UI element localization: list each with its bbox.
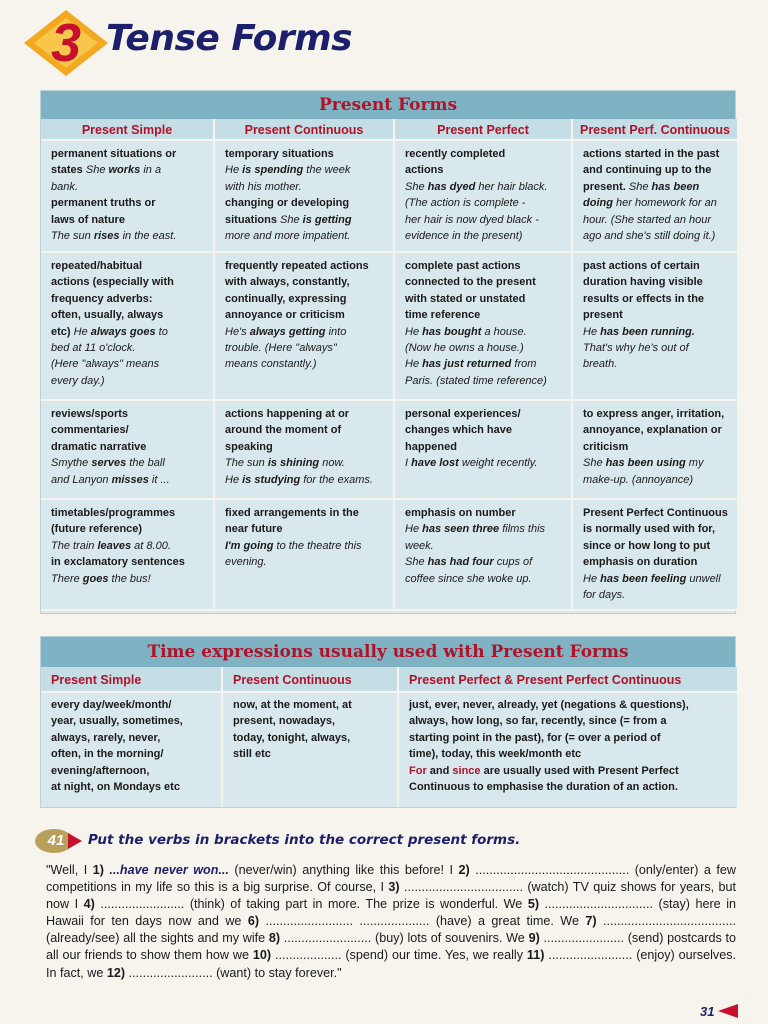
table-row — [41, 253, 735, 401]
time-expressions-title: Time expressions usually used with Present Forms — [41, 637, 735, 667]
cell-text: with his mother. — [225, 180, 302, 193]
exercise-number: 41 — [47, 832, 65, 849]
cell-text: is spending — [242, 164, 304, 177]
cell-text: evening/afternoon, — [51, 764, 150, 777]
cell-text: trouble. (Here "always" — [225, 342, 337, 355]
cell-text: her hair is now dyed black - — [405, 213, 539, 226]
cell-text: frequency adverbs: — [51, 292, 153, 305]
cell-text: the ball — [126, 457, 165, 470]
cell-text: actions — [405, 164, 444, 177]
cell-text: The sun — [225, 457, 268, 470]
gap-number: 9) — [528, 931, 540, 946]
cell-text: always, how long, so far, recently, since (= from a — [409, 715, 667, 728]
exercise-text — [46, 862, 736, 982]
gap-number: 7) — [585, 914, 597, 929]
cell-text: I — [405, 457, 412, 470]
column-header-present-perf-continuous: Present Perf. Continuous — [571, 119, 737, 141]
cell-text: actions (especially with — [51, 276, 174, 289]
cell-text: (Now he owns a house.) — [405, 342, 524, 355]
cell-text: today, tonight, always, — [233, 731, 351, 744]
cell-text: a house. — [481, 325, 527, 338]
cell-text: situations — [225, 213, 281, 226]
table-cell — [393, 401, 571, 500]
page-header — [18, 4, 758, 82]
cell-text: goes — [82, 572, 109, 585]
exercise-text-segment: ....................... (send) postcards to all our friends to show them how we — [46, 931, 736, 963]
cell-text: She — [628, 180, 652, 193]
cell-text: Continuous to emphasise the duration of an action. — [409, 781, 678, 794]
cell-text: serves — [91, 457, 127, 470]
table-row — [41, 141, 735, 253]
table-cell — [41, 253, 213, 401]
column-header-present-simple: Present Simple — [41, 667, 221, 693]
cell-text: results or effects in the — [583, 292, 705, 305]
cell-text: repeated/habitual — [51, 260, 143, 272]
column-header-present-continuous: Present Continuous — [213, 119, 393, 141]
column-header-present-simple: Present Simple — [41, 119, 213, 141]
table-row — [41, 401, 735, 500]
cell-text: the bus! — [108, 572, 151, 585]
cell-text: for days. — [583, 589, 626, 602]
cell-text: is shining — [267, 457, 320, 470]
cell-text: always getting — [249, 325, 326, 338]
table-cell — [41, 141, 213, 253]
time-expressions-header-row — [41, 667, 735, 693]
cell-text: emphasis on duration — [583, 556, 698, 569]
cell-text: timetables/programmes — [51, 507, 176, 519]
cell-text: states — [51, 164, 86, 177]
table-cell — [213, 401, 393, 500]
cell-text: bed at 11 o'clock. — [51, 342, 136, 355]
cell-text: He — [225, 473, 243, 486]
cell-text: permanent truths or — [51, 197, 156, 210]
cell-text: now. — [319, 457, 345, 470]
column-header-present-continuous: Present Continuous — [221, 667, 397, 693]
table-cell — [41, 500, 213, 611]
cell-text: changes which have — [405, 424, 512, 437]
cell-text: has been running. — [600, 325, 695, 338]
unit-number: 3 — [50, 13, 82, 73]
cell-text: at 8.00. — [131, 539, 171, 552]
gap-number: 8) — [268, 931, 281, 946]
exercise-text-segment: ........................ (think) of taking part in more. The prize is wonderful. We — [94, 897, 528, 912]
cell-text: her hair black. — [475, 180, 548, 193]
cell-text: often, usually, always — [51, 309, 164, 322]
cell-text: commentaries/ — [51, 424, 129, 437]
cell-text: I'm going — [225, 539, 274, 552]
cell-text: She — [85, 164, 109, 177]
page-title: Tense Forms — [106, 18, 353, 59]
exercise-text-segment: ........................ (enjoy) ourselves. In fact, we — [46, 948, 736, 980]
cell-text: past actions of certain — [583, 260, 700, 272]
cell-text: misses — [111, 473, 149, 486]
cell-text: hour. (She started an hour — [583, 213, 712, 226]
cell-text: more and more impatient. — [225, 230, 351, 243]
cell-text: present, nowadays, — [233, 715, 336, 728]
cell-text: around the moment of — [225, 424, 342, 437]
cell-text: has been using — [605, 457, 686, 470]
example-answer: ...have never won... — [103, 863, 229, 877]
table-cell — [213, 141, 393, 253]
table-cell — [41, 693, 221, 807]
table-cell — [571, 253, 737, 401]
gap-number: 3) — [388, 880, 400, 895]
cell-text: still etc — [233, 748, 271, 761]
cell-text: (future reference) — [51, 523, 143, 536]
cell-text: He — [583, 572, 601, 585]
cell-text: temporary situations — [225, 148, 334, 160]
time-expressions-row — [41, 693, 735, 807]
unit-badge — [22, 8, 110, 78]
cell-text: He — [405, 325, 423, 338]
cell-text: etc) — [51, 325, 74, 338]
exercise-text-segment: ...................................... (already/see) all the sights and my wife — [46, 914, 736, 946]
cell-text: emphasis on number — [405, 507, 516, 519]
cell-text: her homework for an — [612, 197, 717, 210]
cell-text: time reference — [405, 309, 481, 322]
cell-text: just, ever, never, already, yet (negations & questions), — [409, 699, 689, 711]
table-row — [41, 500, 735, 611]
cell-text: (The action is complete - — [405, 197, 526, 210]
cell-text: personal experiences/ — [405, 408, 521, 420]
cell-text: since or how long to put — [583, 539, 711, 552]
cell-text: and Lanyon — [51, 473, 112, 486]
cell-text: evidence in the present) — [405, 230, 523, 243]
cell-text: to — [155, 325, 168, 338]
table-cell — [571, 141, 737, 253]
cell-text: rises — [93, 230, 120, 243]
cell-text: Smythe — [51, 457, 92, 470]
cell-text: in exclamatory sentences — [51, 556, 185, 569]
exercise-text-segment: ........................ (want) to stay forever." — [125, 965, 342, 980]
table-cell — [397, 693, 737, 807]
present-forms-table — [40, 90, 736, 614]
cell-text: has been — [651, 180, 700, 193]
gap-number: 4) — [83, 897, 95, 912]
cell-text: changing or developing — [225, 197, 350, 210]
cell-text: often, in the morning/ — [51, 748, 164, 761]
cell-text: doing — [583, 197, 613, 210]
cell-text: starting point in the past), for (= over a period of — [409, 731, 661, 744]
cell-text: criticism — [583, 440, 629, 453]
cell-text: He — [405, 358, 423, 371]
cell-text: the week — [303, 164, 351, 177]
cell-text: connected to the present — [405, 276, 536, 289]
table-cell — [393, 141, 571, 253]
cell-text: complete past actions — [405, 260, 521, 272]
cell-text: year, usually, sometimes, — [51, 715, 183, 728]
cell-text: films this — [499, 523, 546, 536]
cell-text: my — [685, 457, 704, 470]
cell-text: is studying — [242, 473, 301, 486]
table-cell — [213, 253, 393, 401]
cell-text: means constantly.) — [225, 358, 317, 371]
column-header-present-perfect: Present Perfect & Present Perfect Continuous — [397, 667, 737, 693]
cell-text: duration having visible — [583, 276, 703, 289]
cell-text: speaking — [225, 440, 273, 453]
gap-number: 1) — [92, 863, 104, 877]
cell-text: has dyed — [427, 180, 476, 193]
exercise-text-segment: ................... (spend) our time. Yes, we really — [271, 948, 527, 963]
cell-text: to express anger, irritation, — [583, 408, 725, 420]
cell-text: fixed arrangements in the — [225, 507, 359, 519]
cell-text: always goes — [90, 325, 156, 338]
cell-text: week. — [405, 539, 434, 552]
cell-text: breath. — [583, 358, 618, 371]
exercise-instruction: Put the verbs in brackets into the correct present forms. — [88, 832, 521, 848]
cell-text: has seen three — [422, 523, 500, 536]
cell-text: He — [583, 325, 601, 338]
cell-text: from — [511, 358, 537, 371]
cell-text: in a — [140, 164, 162, 177]
cell-text: bank. — [51, 180, 78, 193]
cell-text: ago and she's still doing it.) — [583, 230, 716, 243]
exercise-text-segment: ......................... (buy) lots of souvenirs. We — [280, 931, 529, 946]
cell-text: The sun — [51, 230, 94, 243]
cell-text: He — [405, 523, 423, 536]
cell-text: Present Perfect Continuous — [583, 507, 728, 519]
table-cell — [213, 500, 393, 611]
cell-text: have lost — [411, 457, 459, 470]
cell-text: weight recently. — [458, 457, 538, 470]
cell-text: every day/week/month/ — [51, 699, 172, 711]
cell-text: She — [583, 457, 606, 470]
cell-text: has had four — [427, 556, 494, 569]
cell-text: dramatic narrative — [51, 440, 147, 453]
cell-text: Paris. (stated time reference) — [405, 374, 547, 387]
exercise-text-segment: ......................... .................... (have) a great time. We — [259, 914, 586, 929]
cell-text: always, rarely, never, — [51, 731, 161, 744]
cell-text: are usually used with Present Perfect — [480, 764, 679, 777]
cell-text: actions started in the past — [583, 148, 720, 160]
exercise-text-segment: (never/win) anything like this before! I — [228, 863, 459, 877]
table-cell — [393, 253, 571, 401]
cell-text: She — [405, 556, 428, 569]
gap-number: 10) — [252, 948, 272, 963]
cell-text: For — [409, 764, 427, 777]
cell-text: cups of — [493, 556, 533, 569]
gap-number: 6) — [247, 914, 260, 929]
cell-text: He — [225, 164, 243, 177]
cell-text: annoyance or criticism — [225, 309, 345, 322]
cell-text: and continuing up to the — [583, 164, 712, 177]
exercise-text-segment: .................................. (watch) TV quiz shows for years, but now I — [46, 880, 736, 912]
cell-text: is normally used with for, — [583, 523, 716, 536]
cell-text: make-up. (annoyance) — [583, 473, 694, 486]
cell-text: for the exams. — [300, 473, 373, 486]
table-cell — [41, 401, 213, 500]
gap-number: 2) — [458, 863, 470, 877]
exercise-text-segment: ............................................ (only/enter) a few competitions in my life so this is a big surprise. Of course, I — [46, 863, 736, 895]
cell-text: That's why he's out of — [583, 342, 689, 355]
cell-text: happened — [405, 440, 457, 453]
cell-text: evening. — [225, 556, 267, 569]
cell-text: The train — [51, 539, 98, 552]
cell-text: present — [583, 309, 623, 322]
cell-text: works — [108, 164, 141, 177]
gap-number: 5) — [527, 897, 540, 912]
cell-text: annoyance, explanation or — [583, 424, 722, 437]
column-header-present-perfect: Present Perfect — [393, 119, 571, 141]
gap-number: 12) — [106, 965, 126, 980]
cell-text: every day.) — [51, 374, 105, 387]
cell-text: leaves — [97, 539, 132, 552]
exercise-text-segment: "Well, I — [46, 863, 93, 877]
cell-text: (Here "always" means — [51, 358, 160, 371]
cell-text: unwell — [686, 572, 721, 585]
cell-text: since — [452, 764, 481, 777]
cell-text: coffee since she woke up. — [405, 572, 532, 585]
cell-text: in the east. — [119, 230, 177, 243]
cell-text: There — [51, 572, 83, 585]
cell-text: present. — [583, 180, 629, 193]
exercise-badge — [34, 828, 82, 854]
cell-text: He's — [225, 325, 250, 338]
cell-text: near future — [225, 523, 283, 536]
cell-text: recently completed — [405, 148, 506, 160]
present-forms-header-row — [41, 119, 735, 141]
cell-text: time), today, this week/month etc — [409, 748, 582, 761]
cell-text: and — [426, 764, 453, 777]
cell-text: into — [325, 325, 347, 338]
cell-text: now, at the moment, at — [233, 699, 352, 711]
cell-text: continually, expressing — [225, 292, 347, 305]
table-cell — [571, 401, 737, 500]
table-cell — [221, 693, 397, 807]
present-forms-title: Present Forms — [41, 91, 735, 119]
cell-text: actions happening at or — [225, 408, 350, 420]
cell-text: is getting — [302, 213, 352, 226]
cell-text: at night, on Mondays etc — [51, 781, 180, 794]
gap-number: 11) — [526, 948, 545, 963]
cell-text: reviews/sports — [51, 408, 129, 420]
cell-text: with always, constantly, — [225, 276, 350, 289]
cell-text: has just returned — [422, 358, 512, 371]
cell-text: She — [405, 180, 428, 193]
time-expressions-table — [40, 636, 736, 808]
cell-text: with stated or unstated — [405, 292, 526, 305]
exercise-header — [34, 826, 734, 856]
cell-text: to the theatre this — [273, 539, 362, 552]
cell-text: laws of nature — [51, 213, 125, 226]
cell-text: She — [280, 213, 303, 226]
page-number: 31 — [700, 1004, 715, 1019]
cell-text: has bought — [422, 325, 482, 338]
table-cell — [571, 500, 737, 611]
page-arrow-icon — [718, 1003, 738, 1019]
cell-text: frequently repeated actions — [225, 260, 369, 272]
cell-text: permanent situations or — [51, 148, 177, 160]
exercise-text-segment: ............................... (stay) here in Hawaii for ten days now and we — [46, 897, 736, 929]
cell-text: it ... — [148, 473, 170, 486]
table-cell — [393, 500, 571, 611]
cell-text: has been feeling — [600, 572, 687, 585]
cell-text: He — [73, 325, 91, 338]
